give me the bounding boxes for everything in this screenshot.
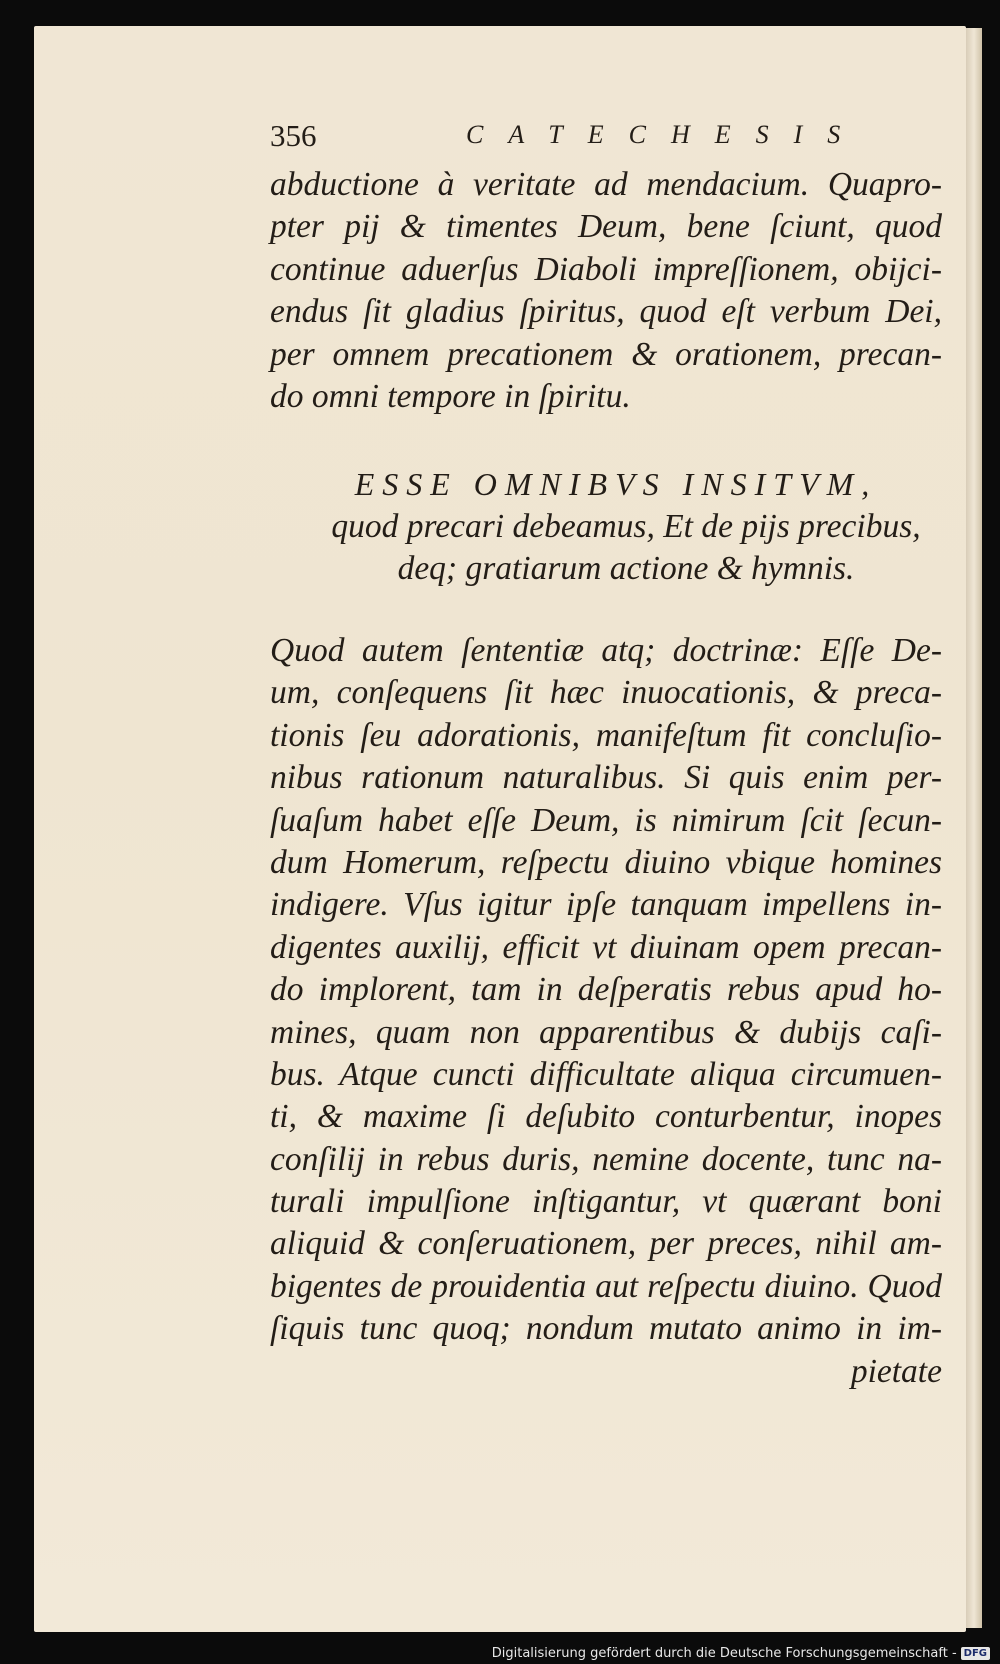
heading-line: quod precari debeamus, Et de pijs precibus, (331, 508, 921, 545)
text-line: pter pij & timentes Deum, bene ſciunt, quod (270, 208, 942, 246)
text-line: Quod autem ſententiæ atq; doctrinæ: Eſſe De- (270, 632, 942, 669)
paragraph-continuation (270, 164, 942, 418)
dfg-logo: DFG (961, 1647, 990, 1660)
text-line: dum Homerum, reſpectu diuino vbique homines (270, 843, 942, 881)
text-line: continue aduerſus Diaboli impreſſionem, obijci- (270, 250, 942, 288)
text-line: aliquid & conſeruationem, per preces, nihil am- (270, 1225, 942, 1263)
section-heading (270, 462, 942, 590)
catchword: pietate (850, 1352, 942, 1390)
text-line: conſilij in rebus duris, nemine docente, tunc na- (270, 1140, 942, 1178)
text-line: ti, & maxime ſi deſubito conturbentur, inopes (270, 1098, 942, 1136)
text-line: ſiquis tunc quoq; nondum mutato animo in im- (270, 1310, 942, 1348)
text-line: nibus rationum naturalibus. Si quis enim per- (270, 759, 942, 797)
heading-line: ESSE OMNIBVS INSITVM, (354, 466, 878, 502)
paragraph-main (270, 630, 942, 1393)
heading-line: deq; gratiarum actione & hymnis. (397, 550, 855, 587)
text-line: ſuaſum habet eſſe Deum, is nimirum ſcit ſecun- (270, 801, 942, 839)
text-line: do implorent, tam in deſperatis rebus apud ho- (270, 971, 942, 1009)
text-line: tionis ſeu adorationis, manifeſtum fit concluſio- (270, 716, 942, 754)
text-line: digentes auxilij, efficit vt diuinam opem precan- (270, 928, 942, 966)
page-header (270, 118, 942, 162)
text-line: turali impulſione inſtigantur, vt quærant boni (270, 1183, 942, 1221)
text-line: um, conſequens ſit hæc inuocationis, & preca- (270, 674, 942, 712)
text-line: indigere. Vſus igitur ipſe tanquam impellens in- (270, 886, 942, 924)
text-line: mines, quam non apparentibus & dubijs caſi- (270, 1013, 942, 1051)
text-line: bigentes de prouidentia aut reſpectu diuino. Quod (270, 1267, 942, 1305)
text-line: endus ſit gladius ſpiritus, quod eſt verbum Dei, (270, 293, 942, 331)
credit-text: Digitalisierung gefördert durch die Deutsche Forschungsgemeinschaft - (491, 1645, 957, 1661)
digitization-credit (492, 1644, 990, 1662)
running-head: CATECHESIS (466, 120, 866, 149)
text-line: do omni tempore in ſpiritu. (270, 377, 631, 415)
text-line: abductione à veritate ad mendacium. Quapro- (270, 166, 942, 203)
text-line: bus. Atque cuncti difficultate aliqua circumuen- (270, 1055, 942, 1093)
text-line: per omnem precationem & orationem, precan- (270, 335, 942, 373)
page-number: 356 (270, 118, 317, 153)
page-edge (966, 28, 982, 1628)
